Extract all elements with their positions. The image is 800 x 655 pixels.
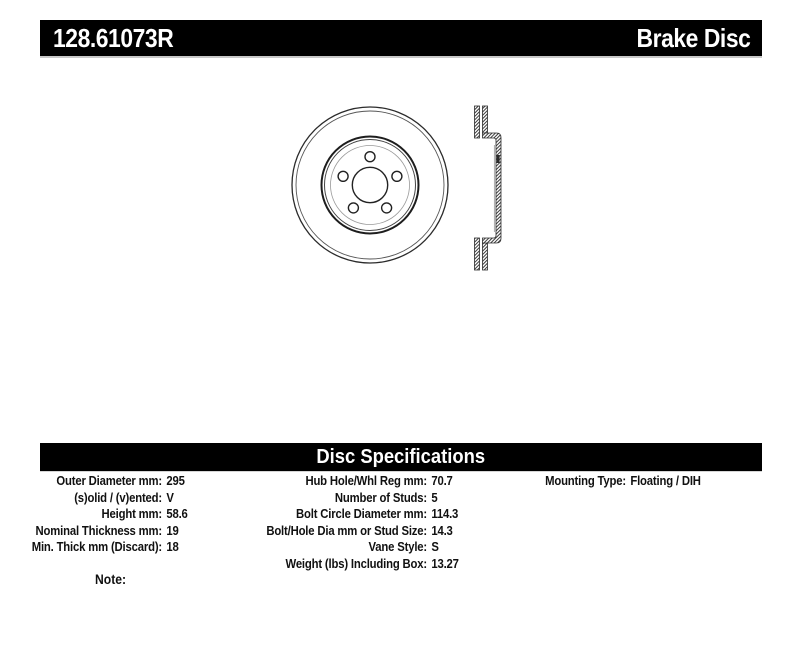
note-label: Note: bbox=[95, 572, 127, 587]
spec-value: 14.3 bbox=[431, 522, 453, 538]
spec-row-mounting-type bbox=[443, 473, 800, 490]
brake-disc-front-view bbox=[292, 107, 448, 263]
spec-label: Min. Thick mm (Discard): bbox=[31, 539, 163, 554]
rotor-plate-inner-bottom bbox=[483, 243, 488, 270]
spec-value: Floating / DIH bbox=[630, 473, 701, 488]
center-hub-hole bbox=[352, 167, 387, 202]
spec-value: V bbox=[166, 489, 174, 505]
spec-label: Mounting Type: bbox=[545, 473, 626, 488]
spec-value: 18 bbox=[166, 539, 179, 554]
rotor-plate-outer-top bbox=[475, 106, 480, 138]
spec-label: Outer Diameter mm: bbox=[56, 473, 162, 488]
spec-value: 5 bbox=[431, 489, 438, 505]
hat-section bbox=[483, 133, 502, 243]
product-name: Brake Disc bbox=[636, 22, 750, 53]
hat-wall-notch bbox=[497, 155, 500, 163]
brake-disc-cross-section-side-view bbox=[475, 106, 502, 270]
spec-value: 114.3 bbox=[431, 506, 459, 521]
spec-value: 13.27 bbox=[431, 555, 459, 571]
spec-label: Nominal Thickness mm: bbox=[35, 522, 162, 538]
spec-row-bolt-hole-dia bbox=[244, 523, 618, 540]
spec-row-number-of-studs bbox=[244, 490, 618, 507]
technical-drawing bbox=[285, 95, 515, 280]
spec-row-vane-style bbox=[244, 539, 618, 556]
spec-section-title: Disc Specifications bbox=[316, 446, 486, 468]
stud-holes bbox=[338, 152, 402, 213]
spec-row-bolt-circle-diameter bbox=[244, 506, 618, 523]
spec-label: Weight (lbs) Including Box: bbox=[285, 555, 427, 571]
rotor-plate-outer-bottom bbox=[475, 238, 480, 270]
spec-label: Bolt Circle Diameter mm: bbox=[296, 506, 427, 521]
header-bar bbox=[40, 20, 762, 58]
spec-value: S bbox=[431, 539, 439, 554]
spec-value: 70.7 bbox=[431, 473, 453, 488]
spec-row-weight bbox=[244, 556, 618, 573]
part-number: 128.61073R bbox=[53, 22, 174, 53]
spec-label: Hub Hole/Whl Reg mm: bbox=[305, 473, 427, 488]
spec-value: 295 bbox=[166, 473, 185, 488]
spec-column-mounting bbox=[416, 473, 800, 490]
spec-section-bar bbox=[40, 443, 762, 472]
spec-label: Height mm: bbox=[101, 506, 162, 521]
spec-label: Bolt/Hole Dia mm or Stud Size: bbox=[266, 522, 427, 538]
spec-label: Vane Style: bbox=[368, 539, 427, 554]
spec-value: 58.6 bbox=[166, 506, 188, 521]
spec-label: (s)olid / (v)ented: bbox=[74, 489, 162, 505]
spec-label: Number of Studs: bbox=[334, 489, 427, 505]
spec-value: 19 bbox=[166, 522, 179, 538]
rotor-plate-inner-top bbox=[483, 106, 488, 133]
